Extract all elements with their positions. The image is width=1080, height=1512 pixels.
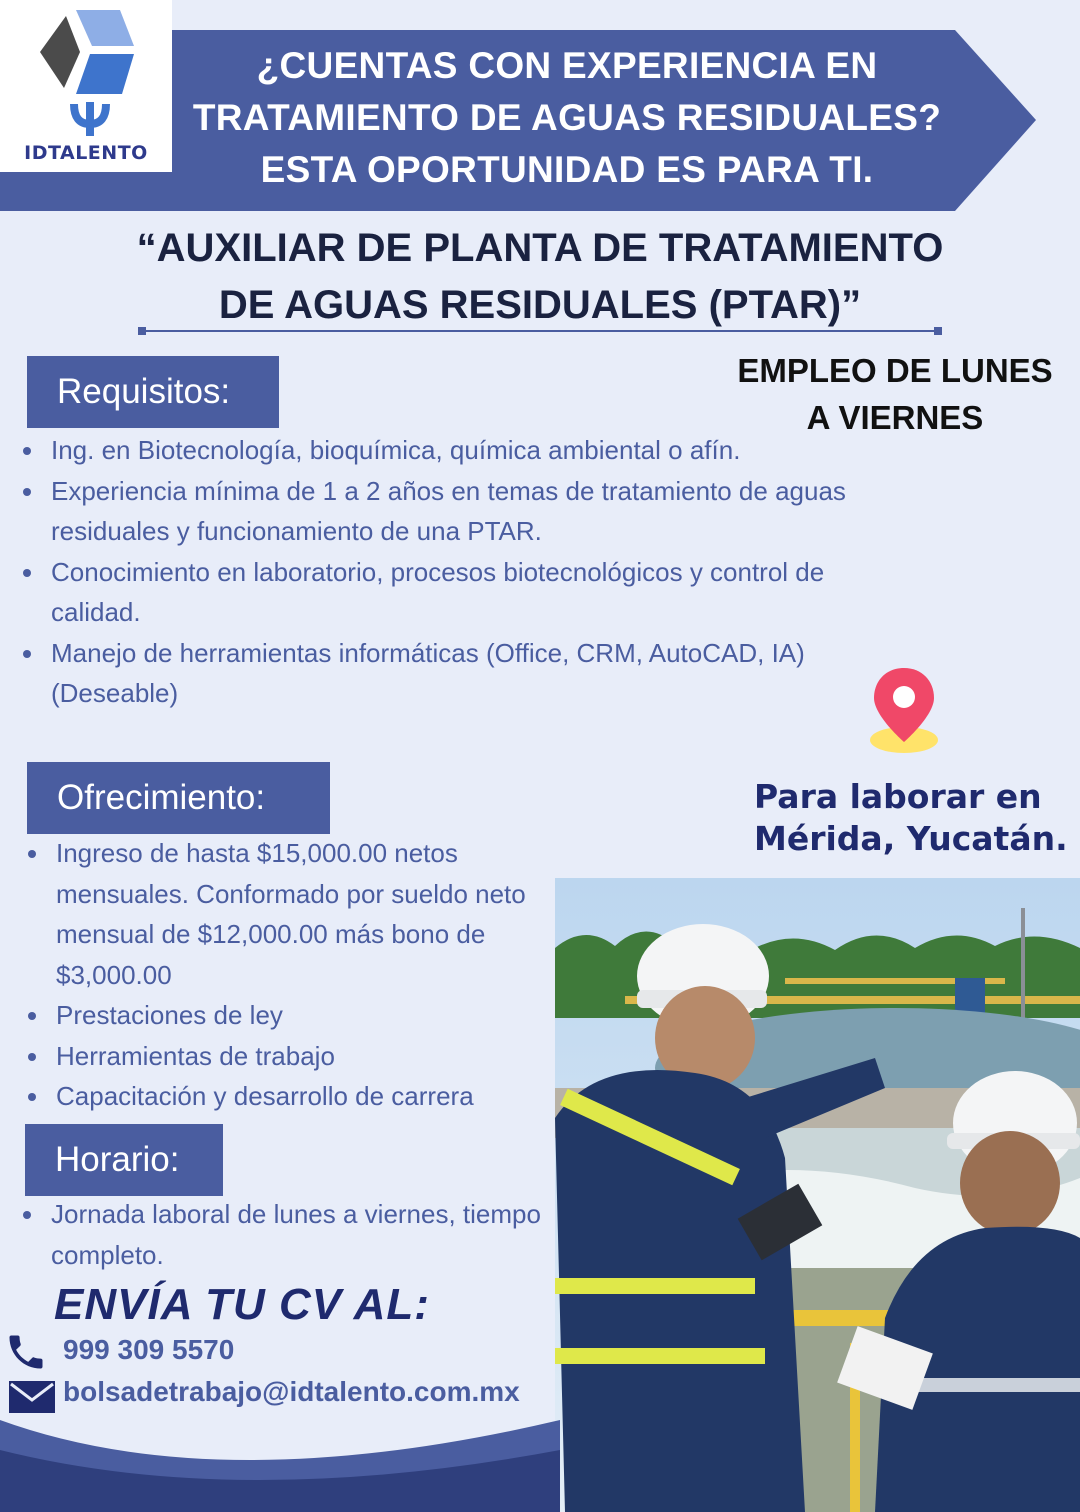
requisitos-list bbox=[51, 430, 851, 714]
list-item: Experiencia mínima de 1 a 2 años en temas de tratamiento de aguas residuales y funcionamiento de una PTAR. bbox=[51, 471, 851, 552]
title-divider bbox=[140, 330, 940, 332]
divider-dot bbox=[934, 327, 942, 335]
logo bbox=[0, 0, 172, 172]
send-cv-heading: ENVÍA TU CV AL: bbox=[54, 1280, 430, 1329]
email-icon bbox=[9, 1381, 55, 1413]
phone-number[interactable]: 999 309 5570 bbox=[63, 1334, 235, 1365]
work-location: Para laborar en Mérida, Yucatán. bbox=[754, 777, 1068, 858]
job-title: “AUXILIAR DE PLANTA DE TRATAMIENTO DE AGUAS RESIDUALES (PTAR)” bbox=[136, 226, 944, 327]
list-item: Manejo de herramientas informáticas (Office, CRM, AutoCAD, IA) (Deseable) bbox=[51, 633, 851, 714]
footer-wave bbox=[0, 1400, 560, 1512]
list-item: Ing. en Biotecnología, bioquímica, química ambiental o afín. bbox=[51, 430, 851, 471]
ofrecimiento-list bbox=[56, 833, 551, 1117]
list-item: Capacitación y desarrollo de carrera bbox=[56, 1076, 551, 1117]
treatment-plant-illustration bbox=[555, 878, 1080, 1512]
email-address[interactable]: bolsadetrabajo@idtalento.com.mx bbox=[63, 1376, 520, 1407]
list-item: Ingreso de hasta $15,000.00 netos mensuales. Conformado por sueldo neto mensual de $12,000.00 más bono de $3,000.00 bbox=[56, 833, 551, 995]
map-pin-icon bbox=[866, 664, 942, 756]
horario-heading: Horario: bbox=[25, 1124, 223, 1196]
requisitos-heading: Requisitos: bbox=[27, 356, 279, 428]
divider-dot bbox=[138, 327, 146, 335]
idtalento-logo-icon bbox=[30, 8, 140, 140]
list-item: Jornada laboral de lunes a viernes, tiempo completo. bbox=[51, 1194, 551, 1275]
horario-list bbox=[51, 1194, 551, 1275]
workers-photo bbox=[555, 878, 1080, 1512]
phone-icon bbox=[4, 1330, 48, 1374]
banner-headline: ¿CUENTAS CON EXPERIENCIA EN TRATAMIENTO DE AGUAS RESIDUALES? ESTA OPORTUNIDAD ES PARA TI. bbox=[192, 45, 942, 190]
list-item: Prestaciones de ley bbox=[56, 995, 551, 1036]
list-item: Herramientas de trabajo bbox=[56, 1036, 551, 1077]
ofrecimiento-heading: Ofrecimiento: bbox=[27, 762, 330, 834]
logo-wordmark: IDTALENTO bbox=[24, 142, 148, 164]
schedule-note: EMPLEO DE LUNES A VIERNES bbox=[737, 352, 1053, 436]
list-item: Conocimiento en laboratorio, procesos biotecnológicos y control de calidad. bbox=[51, 552, 851, 633]
